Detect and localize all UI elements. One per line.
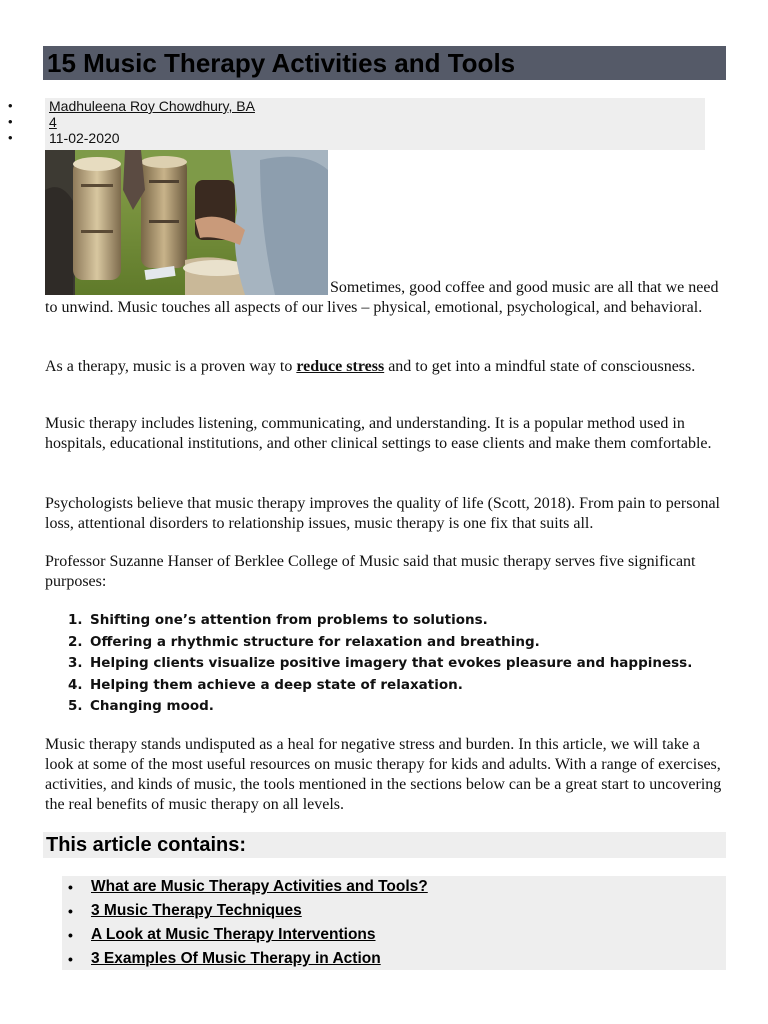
page-title: 15 Music Therapy Activities and Tools — [47, 48, 516, 78]
psychologists-paragraph: Psychologists believe that music therapy improves the quality of life (Scott, 2018). From pain to personal loss, attentional disorders to relationship issues, music therapy is one fix that suits all. — [45, 495, 720, 532]
article-overview-paragraph: Music therapy stands undisputed as a heal for negative stress and burden. In this article, we will take a look at some of the most useful resources on music therapy for kids and adults. With a range of exercises, activities, and kinds of music, the tools mentioned in the sections below can be a great start to uncovering the real benefits of music therapy on all levels. — [45, 736, 722, 813]
toc-link-interventions[interactable]: A Look at Music Therapy Interventions — [91, 926, 376, 943]
reduce-stress-link[interactable]: reduce stress — [296, 358, 385, 375]
hanser-paragraph: Professor Suzanne Hanser of Berklee College of Music said that music therapy serves five significant purposes: — [45, 553, 696, 590]
purpose-item — [68, 610, 692, 632]
toc-link-activities-tools[interactable]: What are Music Therapy Activities and Tools? — [91, 878, 428, 895]
comments-count-link[interactable]: 4 — [49, 114, 57, 130]
purpose-number: 1. — [68, 612, 83, 628]
purpose-text: Offering a rhythmic structure for relaxation and breathing. — [90, 633, 540, 650]
drum-circle-photo — [45, 150, 328, 295]
purpose-item — [68, 653, 693, 675]
purpose-item — [68, 632, 692, 654]
author-link[interactable]: Madhuleena Roy Chowdhury, BA — [49, 98, 255, 114]
purpose-number: 5. — [68, 698, 83, 715]
music-therapy-definition-paragraph: Music therapy includes listening, communicating, and understanding. It is a popular method used in hospitals, educational institutions, and other clinical settings to ease clients and make them comfortable. — [45, 415, 712, 452]
purpose-number: 4. — [68, 676, 83, 693]
p2-before-text: As a therapy, music is a proven way to — [45, 358, 297, 375]
purpose-number: 2. — [68, 633, 83, 650]
contains-heading-bar — [43, 832, 726, 858]
purpose-item — [68, 675, 692, 697]
purpose-text: Helping clients visualize positive imagery that evokes pleasure and happiness. — [90, 655, 693, 672]
publish-date: 11-02-2020 — [49, 130, 120, 146]
intro-paragraph: Sometimes, good coffee and good music are all that we need to unwind. Music touches all aspects of our lives – physical, emotional, psychological, and behavioral. — [45, 279, 719, 316]
purpose-text: Changing mood. — [90, 698, 214, 715]
reduce-stress-paragraph — [45, 357, 727, 377]
purpose-text: Shifting one’s attention from problems to solutions. — [90, 612, 488, 628]
toc-link-examples[interactable]: 3 Examples Of Music Therapy in Action — [91, 950, 381, 967]
contains-heading: This article contains: — [46, 834, 247, 856]
p2-after-text: and to get into a mindful state of consciousness. — [384, 358, 696, 375]
purposes-list — [45, 610, 692, 718]
intro-photo — [45, 150, 328, 295]
title-bar — [43, 46, 726, 80]
toc-link-techniques[interactable]: 3 Music Therapy Techniques — [91, 902, 302, 919]
purpose-number: 3. — [68, 655, 83, 672]
purpose-item — [68, 696, 692, 718]
purpose-text: Helping them achieve a deep state of relaxation. — [90, 676, 463, 693]
